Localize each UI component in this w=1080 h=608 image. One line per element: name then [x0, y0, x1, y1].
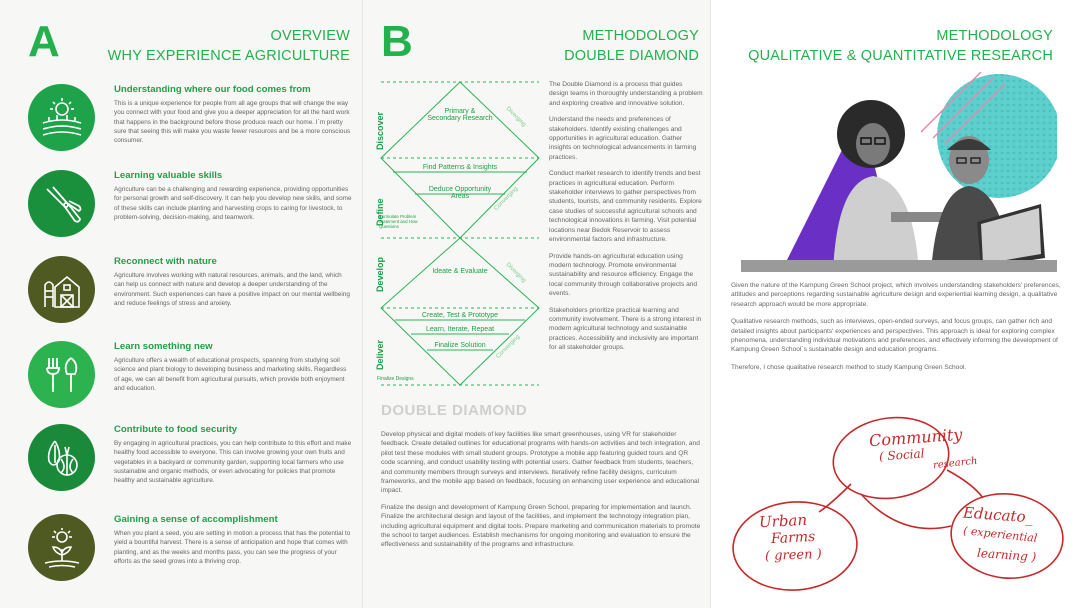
benefit-body: When you plant a seed, you are setting in motion a process that has the potential to yield a bountiful harvest. There is a sense of anticipation and hope that comes with planting, and as the weeks and months pass, you can see the progress of your efforts as the seed grows into a thriving crop.	[114, 530, 351, 565]
header-line2: WHY EXPERIENCE AGRICULTURE	[107, 48, 350, 64]
research-header	[748, 26, 1053, 66]
pruning-shears-icon	[28, 170, 95, 237]
dd-develop-paragraph: Develop physical and digital models of key facilities like smart greenhouses, using VR for stakeholder feedback. Create detailed outlines for educational programs with hands-on activities and tech integration, and pilot test these modules with small student groups. Prototype a mobile app featuring guided tours and QR code scanning, and conduct usability testing with potential users. Gather feedback from students, teachers, and community members through surveys and interviews. Iteratively refine facility designs, curriculum frameworks, and the mobile app based on feedback, focusing on enhancing user experience and educational impact.	[381, 431, 700, 495]
benefit-body: Agriculture can be a challenging and rewarding experience, providing opportunities for personal growth and self-discovery. It can help you develop new skills, and some of these skills can include planting and harvesting crops to caring for livestock, to problem-solving, decision-making, and teamwork.	[114, 186, 352, 221]
diamond-lines	[373, 78, 545, 398]
benefit-title: Contribute to food security	[114, 424, 238, 435]
sun-field-icon	[28, 84, 95, 151]
double-diamond-diagram	[373, 78, 545, 398]
dd-description	[549, 80, 703, 353]
note-learning: learning )	[976, 545, 1037, 565]
panel-overview	[0, 0, 362, 608]
note-farms: Farms	[770, 528, 816, 548]
label-diverging-2: Diverging	[504, 261, 527, 285]
label-deduce: Deduce Opportunity Areas	[428, 186, 492, 200]
dd-bottom-text	[381, 430, 703, 550]
dd-paragraph: Conduct market research to identify trends and best practices in agricultural education. Perform stakeholder interviews to gather perspectives from students, tourists, and community residents. Explore case studies of successful agricultural schools and technological innovations in farming. Visit potential locations near Bedok Reservoir to assess environmental factors and infrastructure.	[549, 170, 702, 244]
research-paragraph: Therefore, I chose qualitative research method to study Kampung Green School.	[731, 363, 967, 371]
dd-header	[564, 26, 699, 66]
panel-research	[710, 0, 1080, 608]
label-finalize: Finalize Solution	[434, 342, 486, 349]
research-paragraph: Qualitative research methods, such as interviews, open-ended surveys, and focus groups, can gather rich and detailed insights about participants' experiences and perspectives. This approach is ideal for exploring complex phenomena, understanding individual motivations and preferences, and effectively informing the development of Kampung Green School`s sustainable design and education programs.	[731, 318, 1058, 354]
sprout-sun-icon	[28, 514, 95, 581]
benefit-body: Agriculture involves working with natural resources, animals, and the land, which can help us connect with nature and develop a deeper understanding of the environment. Such experiences can have a positive impact on our mental wellbeing and reduce feelings of stress and anxiety.	[114, 272, 350, 307]
note-education: Educato_	[962, 503, 1034, 527]
label-primary-research: Primary & Secondary Research	[427, 108, 493, 122]
note-social: ( Social	[878, 446, 925, 464]
benefit-title: Reconnect with nature	[114, 256, 217, 267]
dd-paragraph: Provide hands-on agricultural education using modern technology. Promote environmental sustainability and resource efficiency. Engage the local community through collaborative projects and events.	[549, 252, 698, 298]
label-diverging: Diverging	[504, 105, 527, 129]
header-line1: METHODOLOGY	[936, 28, 1053, 44]
diagram-caption: DOUBLE DIAMOND	[381, 402, 528, 419]
research-text	[731, 281, 1063, 372]
note-urban: Urban	[758, 510, 808, 532]
dd-paragraph: Understand the needs and preferences of stakeholders. Identify existing challenges and opportunities in agricultural education. Gather insights on technological advancements in farming practices.	[549, 116, 697, 161]
benefit-title: Understanding where our food comes from	[114, 84, 311, 95]
note-green: ( green )	[764, 547, 822, 564]
benefit-title: Learning valuable skills	[114, 170, 223, 181]
note-community: Community	[868, 424, 963, 451]
phase-define: Define	[375, 198, 385, 226]
dd-paragraph: The Double Diamond is a process that guides design teams in thoroughly understanding a problem and exploring creative and innovative solution.	[549, 81, 703, 107]
header-line1: METHODOLOGY	[582, 28, 699, 44]
section-letter-a: A	[28, 17, 60, 66]
label-finalize-designs: Finalize Designs	[377, 376, 414, 382]
benefit-body: This is a unique experience for people from all age groups that will change the way you connect with your food and give you a deeper appreciation for all the hard work that happens in the background before those produce reach our home. I`m pretty sure that seeing this will make you waste fewer resources and be a more conscious consumer.	[114, 100, 351, 145]
panel-double-diamond	[362, 0, 711, 608]
benefit-title: Gaining a sense of accomplishment	[114, 514, 278, 525]
header-line2: DOUBLE DIAMOND	[564, 48, 699, 64]
onion-icon	[28, 424, 95, 491]
benefit-body: Agriculture offers a wealth of educational prospects, spanning from studying soil science and plant biology to developing business and marketing skills. Regardless of age, we can all benefit from agricultural pursuits, which provide both enjoyment and education.	[114, 357, 347, 392]
phase-develop: Develop	[375, 256, 385, 292]
benefit-title: Learn something new	[114, 341, 213, 352]
section-letter-b: B	[381, 17, 413, 66]
phase-discover: Discover	[375, 111, 385, 150]
research-photo	[741, 72, 1057, 272]
research-paragraph: Given the nature of the Kampung Green School project, which involves understanding stakeholders' preferences, attitudes and perceptions regarding sustainable agriculture design and experiential learning design, a qualitative research approach would be more appropriate.	[731, 282, 1061, 308]
note-experiential: ( experiential	[962, 524, 1038, 545]
overview-header	[108, 26, 350, 66]
garden-tools-icon	[28, 341, 95, 408]
note-research: research	[932, 455, 978, 472]
phase-deliver: Deliver	[375, 339, 385, 370]
dd-deliver-paragraph: Finalize the design and development of Kampung Green School, preparing for implementation and launch. Finalize the architectural design and layout of the facilities, and implement the technology integration plan, including agricultural equipment and digital tools. Prepare marketing and communication materials to promote the school to target audiences. Establish mechanisms for ongoing monitoring and evaluation to ensure the effectiveness and sustainability of the programs and infrastructure.	[381, 503, 701, 549]
dd-paragraph: Stakeholders prioritize practical learning and community involvement. There is a strong interest in modern agricultural technology and sustainable practices. Accessibility and inclusivity are important for all stakeholder groups.	[549, 306, 702, 352]
benefit-body: By engaging in agricultural practices, you can help contribute to this effort and make healthy food accessible to everyone. This can involve growing your own fruits and vegetables in a backyard or community garden, supporting local farmers who use sustainable and organic methods, or even advocating for policies that promote healthy and sustainable agriculture.	[114, 440, 352, 485]
header-line2: QUALITATIVE & QUANTITATIVE RESEARCH	[748, 48, 1053, 64]
label-converging-2: Converging	[495, 334, 522, 360]
label-create: Create, Test & Prototype	[421, 312, 499, 319]
label-learn: Learn, Iterate, Repeat	[425, 326, 495, 333]
barn-icon	[28, 256, 95, 323]
photo-graphic	[741, 72, 1057, 272]
header-line1: OVERVIEW	[270, 28, 350, 44]
label-formulate: Formulate Problem Statement and How Questions	[379, 214, 418, 229]
label-converging: Converging	[493, 186, 520, 212]
label-find-patterns: Find Patterns & Insights	[422, 164, 498, 171]
label-ideate: Ideate & Evaluate	[432, 268, 488, 275]
